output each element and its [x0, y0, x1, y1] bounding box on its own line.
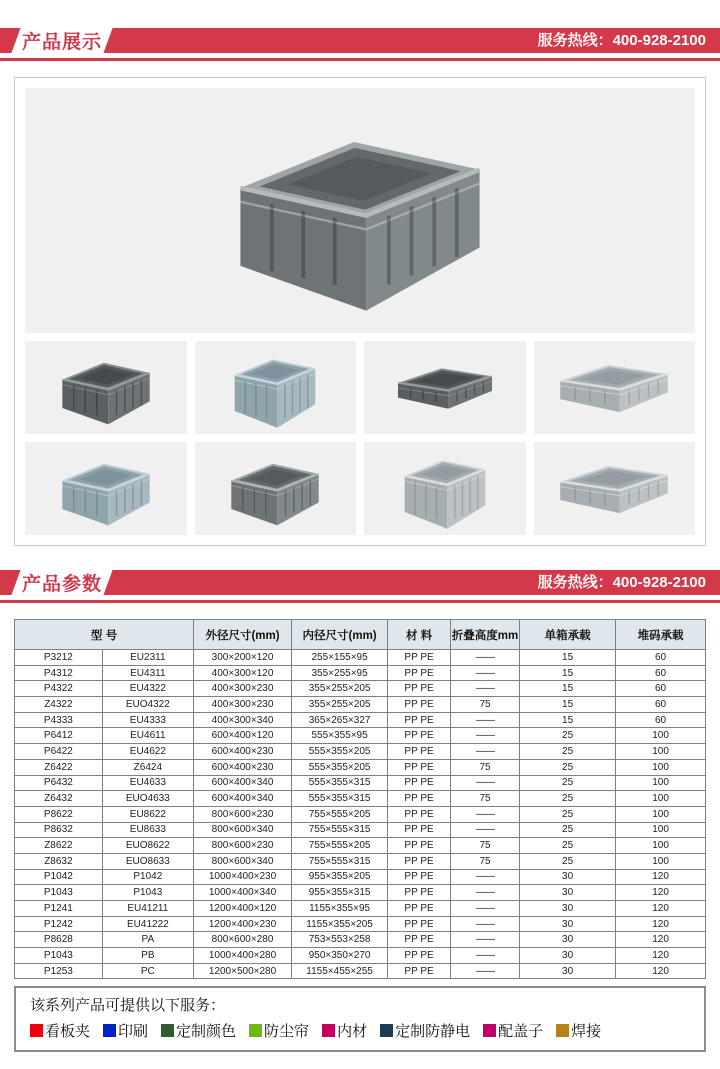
fold-height: —— — [450, 744, 519, 760]
inner-size: 355×255×95 — [292, 665, 388, 681]
inner-size: 555×355×95 — [292, 728, 388, 744]
table-row — [15, 853, 706, 869]
model-eu-code: EU4322 — [102, 681, 193, 697]
model-code: P1043 — [15, 948, 103, 964]
thumbnail-grid — [25, 341, 695, 535]
outer-size: 600×400×230 — [193, 744, 291, 760]
stack-load: 60 — [616, 650, 706, 666]
divider-line — [0, 600, 720, 603]
service-item — [103, 1020, 148, 1041]
model-code: Z4322 — [15, 697, 103, 713]
material: PP PE — [388, 948, 451, 964]
col-header-1: 内径尺寸(mm) — [292, 620, 388, 650]
fold-height: —— — [450, 728, 519, 744]
single-load: 15 — [520, 712, 616, 728]
service-item — [483, 1020, 543, 1041]
outer-size: 1000×400×280 — [193, 948, 291, 964]
service-color-swatch — [483, 1024, 496, 1037]
material: PP PE — [388, 806, 451, 822]
section-title-tag — [11, 570, 112, 595]
material: PP PE — [388, 697, 451, 713]
material: PP PE — [388, 869, 451, 885]
single-load: 25 — [520, 853, 616, 869]
model-eu-code: EU8633 — [102, 822, 193, 838]
service-item — [556, 1020, 601, 1041]
model-eu-code: P1042 — [102, 869, 193, 885]
fold-height: —— — [450, 916, 519, 932]
table-row — [15, 963, 706, 979]
model-eu-code: EUO4322 — [102, 697, 193, 713]
model-eu-code: EU4633 — [102, 775, 193, 791]
model-code: P1253 — [15, 963, 103, 979]
fold-height: —— — [450, 869, 519, 885]
service-label: 定制颜色 — [176, 1023, 237, 1041]
services-intro: 该系列产品可提供以下服务： — [30, 997, 226, 1015]
fold-height: —— — [450, 650, 519, 666]
outer-size: 400×300×340 — [193, 712, 291, 728]
fold-height: —— — [450, 712, 519, 728]
parameters-table-wrap — [14, 619, 706, 979]
fold-height: —— — [450, 822, 519, 838]
outer-size: 400×300×230 — [193, 697, 291, 713]
inner-size: 365×265×327 — [292, 712, 388, 728]
inner-size: 755×555×205 — [292, 806, 388, 822]
table-row — [15, 665, 706, 681]
stack-load: 120 — [616, 901, 706, 917]
model-eu-code: EU2311 — [102, 650, 193, 666]
table-row — [15, 932, 706, 948]
material: PP PE — [388, 853, 451, 869]
model-code: Z8622 — [15, 838, 103, 854]
stack-load: 120 — [616, 932, 706, 948]
fold-height: —— — [450, 775, 519, 791]
single-load: 15 — [520, 650, 616, 666]
services-box — [14, 986, 706, 1052]
service-item — [249, 1020, 309, 1041]
model-eu-code: PC — [102, 963, 193, 979]
material: PP PE — [388, 791, 451, 807]
material: PP PE — [388, 775, 451, 791]
single-load: 30 — [520, 901, 616, 917]
fold-height: 75 — [450, 759, 519, 775]
outer-size: 800×600×230 — [193, 806, 291, 822]
product-gallery — [14, 77, 706, 546]
outer-size: 800×600×230 — [193, 838, 291, 854]
service-color-swatch — [380, 1024, 393, 1037]
service-label: 看板夹 — [45, 1023, 91, 1041]
table-row — [15, 712, 706, 728]
service-label: 配盖子 — [498, 1023, 544, 1041]
table-row — [15, 869, 706, 885]
single-load: 30 — [520, 916, 616, 932]
stack-load: 100 — [616, 728, 706, 744]
single-load: 15 — [520, 665, 616, 681]
inner-size: 753×553×258 — [292, 932, 388, 948]
material: PP PE — [388, 901, 451, 917]
inner-size: 955×355×205 — [292, 869, 388, 885]
model-code: P6422 — [15, 744, 103, 760]
model-eu-code: EU4611 — [102, 728, 193, 744]
inner-size: 555×355×315 — [292, 791, 388, 807]
stack-load: 100 — [616, 838, 706, 854]
outer-size: 1200×400×120 — [193, 901, 291, 917]
single-load: 30 — [520, 885, 616, 901]
outer-size: 600×400×120 — [193, 728, 291, 744]
section-header-product-display — [0, 28, 720, 53]
model-eu-code: PB — [102, 948, 193, 964]
service-hotline: 服务热线：400-928-2100 — [537, 574, 706, 591]
service-item — [322, 1020, 367, 1041]
outer-size: 600×400×230 — [193, 759, 291, 775]
model-eu-code: Z6424 — [102, 759, 193, 775]
service-label: 焊接 — [571, 1023, 602, 1041]
table-row — [15, 681, 706, 697]
model-code: Z6422 — [15, 759, 103, 775]
table-row — [15, 650, 706, 666]
table-row — [15, 901, 706, 917]
stack-load: 60 — [616, 712, 706, 728]
inner-size: 355×255×205 — [292, 697, 388, 713]
service-item — [380, 1020, 470, 1041]
fold-height: —— — [450, 665, 519, 681]
single-load: 25 — [520, 759, 616, 775]
outer-size: 800×600×280 — [193, 932, 291, 948]
inner-size: 755×555×205 — [292, 838, 388, 854]
stack-load: 60 — [616, 681, 706, 697]
table-row — [15, 744, 706, 760]
crate-thumb-7[interactable] — [364, 442, 526, 535]
material: PP PE — [388, 932, 451, 948]
model-code: P1043 — [15, 885, 103, 901]
service-item — [30, 1020, 90, 1041]
table-row — [15, 838, 706, 854]
main-product-photo — [25, 88, 695, 333]
table-row — [15, 916, 706, 932]
material: PP PE — [388, 681, 451, 697]
model-eu-code: PA — [102, 932, 193, 948]
inner-size: 1155×355×95 — [292, 901, 388, 917]
model-code: P4312 — [15, 665, 103, 681]
stack-load: 60 — [616, 697, 706, 713]
section-title-tag — [11, 28, 112, 53]
single-load: 15 — [520, 697, 616, 713]
outer-size: 1000×400×230 — [193, 869, 291, 885]
table-row — [15, 728, 706, 744]
col-header-0: 外径尺寸(mm) — [193, 620, 291, 650]
single-load: 30 — [520, 948, 616, 964]
service-label: 定制防静电 — [395, 1023, 471, 1041]
service-color-swatch — [249, 1024, 262, 1037]
material: PP PE — [388, 838, 451, 854]
stack-load: 100 — [616, 806, 706, 822]
inner-size: 755×555×315 — [292, 822, 388, 838]
single-load: 25 — [520, 838, 616, 854]
single-load: 25 — [520, 728, 616, 744]
fold-height: —— — [450, 963, 519, 979]
inner-size: 1155×355×205 — [292, 916, 388, 932]
model-code: P1042 — [15, 869, 103, 885]
crate-thumb-4[interactable] — [534, 341, 696, 434]
single-load: 25 — [520, 744, 616, 760]
outer-size: 1200×400×230 — [193, 916, 291, 932]
fold-height: —— — [450, 932, 519, 948]
col-header-5: 堆码承载 — [616, 620, 706, 650]
crate-thumb-8[interactable] — [534, 442, 696, 535]
stack-load: 100 — [616, 775, 706, 791]
material: PP PE — [388, 712, 451, 728]
outer-size: 600×400×340 — [193, 775, 291, 791]
outer-size: 800×600×340 — [193, 822, 291, 838]
model-code: P4333 — [15, 712, 103, 728]
model-eu-code: EU41222 — [102, 916, 193, 932]
table-row — [15, 822, 706, 838]
table-row — [15, 791, 706, 807]
model-code: P8632 — [15, 822, 103, 838]
col-header-4: 单箱承载 — [520, 620, 616, 650]
table-row — [15, 806, 706, 822]
table-row — [15, 759, 706, 775]
single-load: 25 — [520, 822, 616, 838]
parameters-table — [14, 619, 706, 979]
stack-load: 100 — [616, 853, 706, 869]
model-code: P8628 — [15, 932, 103, 948]
material: PP PE — [388, 744, 451, 760]
table-row — [15, 775, 706, 791]
model-eu-code: EU4311 — [102, 665, 193, 681]
inner-size: 955×355×315 — [292, 885, 388, 901]
model-code: P1242 — [15, 916, 103, 932]
service-label: 印刷 — [118, 1023, 149, 1041]
table-row — [15, 885, 706, 901]
material: PP PE — [388, 885, 451, 901]
fold-height: —— — [450, 901, 519, 917]
service-label: 防尘帘 — [264, 1023, 310, 1041]
service-color-swatch — [322, 1024, 335, 1037]
inner-size: 555×355×205 — [292, 759, 388, 775]
material: PP PE — [388, 728, 451, 744]
model-code: P6432 — [15, 775, 103, 791]
crate-thumb-1[interactable] — [25, 341, 187, 434]
section-title: 产品参数 — [21, 574, 102, 595]
stack-load: 120 — [616, 948, 706, 964]
outer-size: 400×300×230 — [193, 681, 291, 697]
single-load: 25 — [520, 791, 616, 807]
col-header-3: 折叠高度mm — [450, 620, 519, 650]
inner-size: 355×255×205 — [292, 681, 388, 697]
inner-size: 255×155×95 — [292, 650, 388, 666]
single-load: 30 — [520, 963, 616, 979]
service-item — [161, 1020, 236, 1041]
single-load: 25 — [520, 806, 616, 822]
table-row — [15, 697, 706, 713]
fold-height: —— — [450, 681, 519, 697]
model-eu-code: EU8622 — [102, 806, 193, 822]
crate-thumb-6[interactable] — [195, 442, 357, 535]
stack-load: 100 — [616, 822, 706, 838]
material: PP PE — [388, 822, 451, 838]
model-eu-code: EU41211 — [102, 901, 193, 917]
model-code: P3212 — [15, 650, 103, 666]
single-load: 30 — [520, 869, 616, 885]
fold-height: 75 — [450, 697, 519, 713]
material: PP PE — [388, 963, 451, 979]
material: PP PE — [388, 650, 451, 666]
single-load: 30 — [520, 932, 616, 948]
model-eu-code: P1043 — [102, 885, 193, 901]
outer-size: 400×300×120 — [193, 665, 291, 681]
inner-size: 1155×455×255 — [292, 963, 388, 979]
crate-thumb-2[interactable] — [195, 341, 357, 434]
fold-height: 75 — [450, 838, 519, 854]
material: PP PE — [388, 759, 451, 775]
crate-thumb-5[interactable] — [25, 442, 187, 535]
outer-size: 1000×400×340 — [193, 885, 291, 901]
model-code: P6412 — [15, 728, 103, 744]
outer-size: 800×600×340 — [193, 853, 291, 869]
outer-size: 600×400×340 — [193, 791, 291, 807]
stack-load: 100 — [616, 759, 706, 775]
model-code: P4322 — [15, 681, 103, 697]
stack-load: 120 — [616, 869, 706, 885]
col-header-2: 材 料 — [388, 620, 451, 650]
divider-line — [0, 58, 720, 61]
crate-thumb-3[interactable] — [364, 341, 526, 434]
services-legend — [30, 1020, 690, 1041]
stack-load: 100 — [616, 744, 706, 760]
inner-size: 950×350×270 — [292, 948, 388, 964]
model-eu-code: EUO8633 — [102, 853, 193, 869]
fold-height: 75 — [450, 791, 519, 807]
inner-size: 555×355×205 — [292, 744, 388, 760]
stack-load: 60 — [616, 665, 706, 681]
model-code: P1241 — [15, 901, 103, 917]
outer-size: 1200×500×280 — [193, 963, 291, 979]
stack-load: 120 — [616, 885, 706, 901]
service-hotline: 服务热线：400-928-2100 — [537, 32, 706, 49]
service-color-swatch — [161, 1024, 174, 1037]
section-title: 产品展示 — [21, 32, 102, 53]
model-eu-code: EUO4633 — [102, 791, 193, 807]
service-color-swatch — [30, 1024, 43, 1037]
model-code: Z6432 — [15, 791, 103, 807]
model-eu-code: EU4333 — [102, 712, 193, 728]
material: PP PE — [388, 665, 451, 681]
fold-height: —— — [450, 948, 519, 964]
stack-load: 120 — [616, 916, 706, 932]
model-eu-code: EUO8622 — [102, 838, 193, 854]
service-color-swatch — [556, 1024, 569, 1037]
stack-load: 120 — [616, 963, 706, 979]
fold-height: 75 — [450, 853, 519, 869]
fold-height: —— — [450, 806, 519, 822]
stack-load: 100 — [616, 791, 706, 807]
model-code: P8622 — [15, 806, 103, 822]
inner-size: 755×555×315 — [292, 853, 388, 869]
fold-height: —— — [450, 885, 519, 901]
section-header-product-params — [0, 570, 720, 595]
material: PP PE — [388, 916, 451, 932]
single-load: 15 — [520, 681, 616, 697]
inner-size: 555×355×315 — [292, 775, 388, 791]
table-row — [15, 948, 706, 964]
single-load: 25 — [520, 775, 616, 791]
col-header-model: 型 号 — [15, 620, 194, 650]
outer-size: 300×200×120 — [193, 650, 291, 666]
model-code: Z8632 — [15, 853, 103, 869]
service-label: 内材 — [337, 1023, 368, 1041]
service-color-swatch — [103, 1024, 116, 1037]
model-eu-code: EU4622 — [102, 744, 193, 760]
